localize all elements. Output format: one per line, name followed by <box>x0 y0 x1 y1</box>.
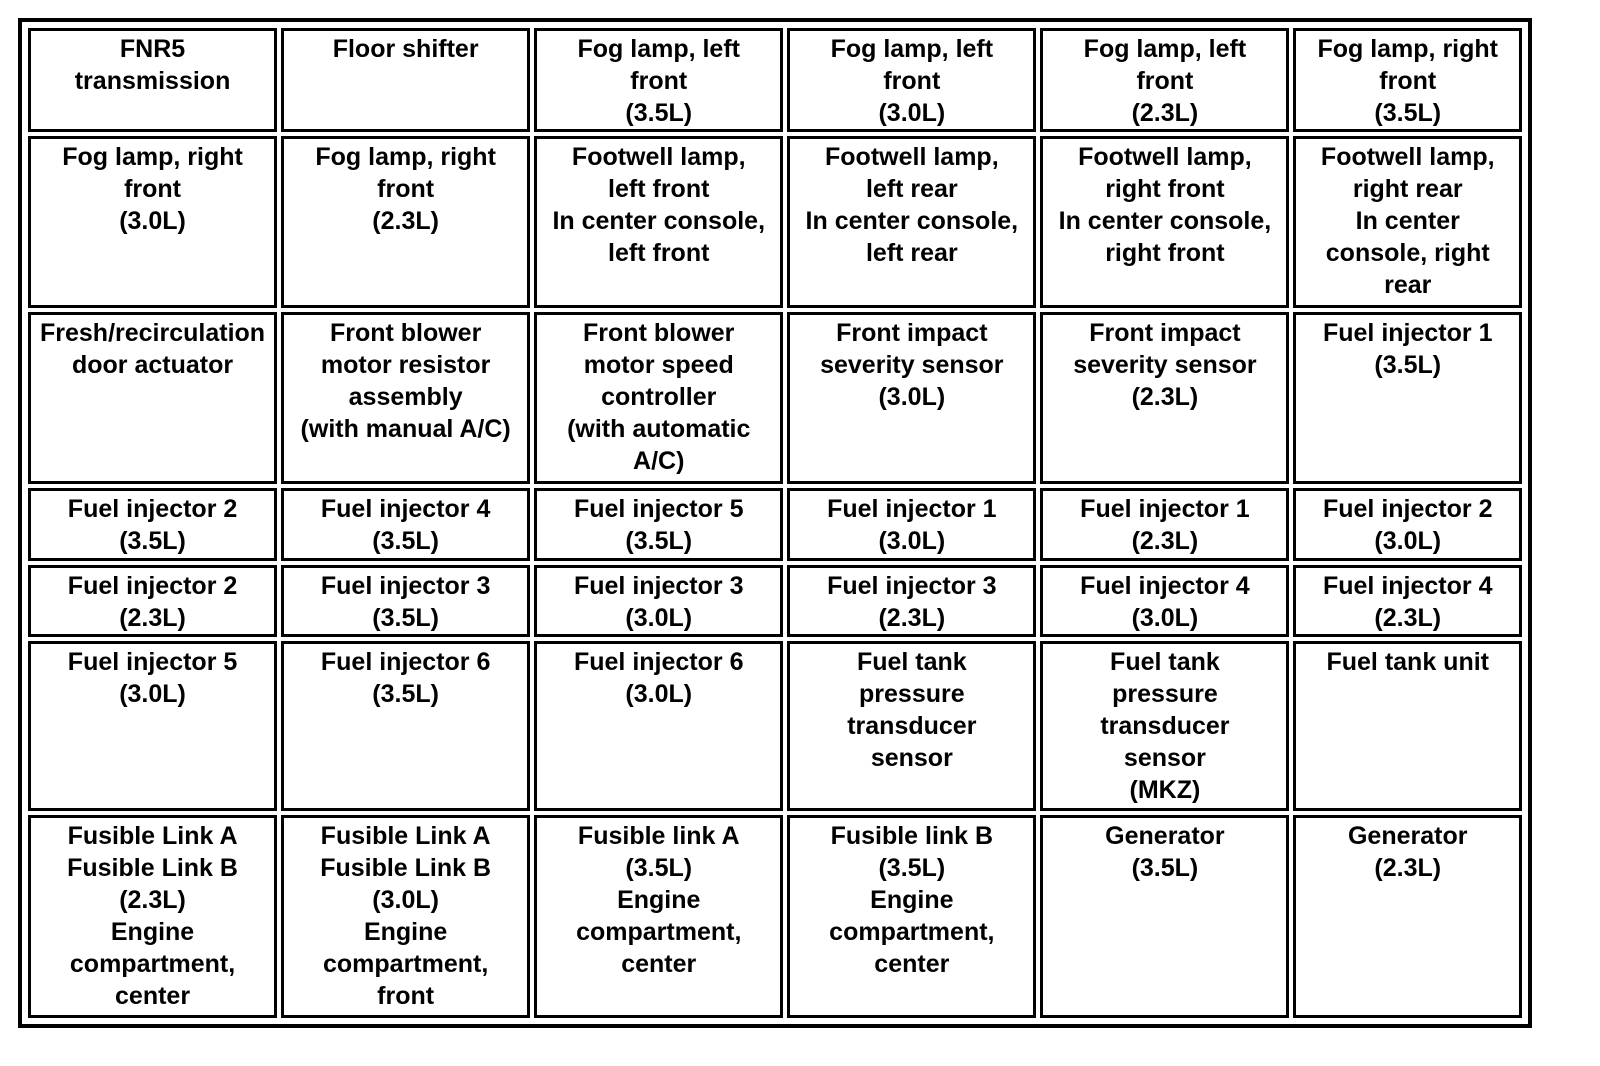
cell-text-line: In center console, <box>805 207 1019 236</box>
cell-text-line: Fuel injector 5 <box>573 495 744 524</box>
component-location-table <box>24 24 1526 1022</box>
cell-text-line: front <box>377 175 435 204</box>
cell-text-line: A/C) <box>633 446 685 475</box>
cell-text-line: left front <box>608 175 710 204</box>
cell-text-line: console, right <box>1325 239 1490 268</box>
cell-text-line: Fuel injector 4 <box>1322 571 1493 600</box>
cell-text-line: In center console, <box>552 207 766 236</box>
cell-text-line: Fresh/recirculation <box>40 318 266 347</box>
table-cell <box>534 312 783 485</box>
cell-text-line: assembly <box>348 382 463 411</box>
table-cell <box>1293 565 1522 637</box>
table-cell <box>534 815 783 1018</box>
cell-text-line: (3.5L) <box>1374 350 1442 379</box>
cell-text-line: front <box>1136 67 1194 95</box>
cell-text-line: Fog lamp, left <box>577 35 740 63</box>
cell-text-line: severity sensor <box>820 350 1004 379</box>
cell-text-line: Fuel injector 1 <box>1080 495 1250 524</box>
cell-text-line: Footwell lamp, <box>825 143 999 172</box>
cell-text-line: Engine <box>617 886 701 915</box>
cell-text-line: Generator <box>1105 822 1225 851</box>
cell-text-line: compartment, <box>576 918 742 947</box>
table-cell <box>281 815 530 1018</box>
cell-text-line: door actuator <box>71 350 234 379</box>
cell-text-line: In center console, <box>1058 207 1272 236</box>
table-cell <box>1040 815 1289 1018</box>
cell-text-line: center <box>874 950 950 979</box>
table-row <box>28 815 1522 1018</box>
cell-text-line: right rear <box>1352 175 1463 204</box>
table-cell <box>787 136 1036 308</box>
table-row <box>28 565 1522 637</box>
cell-text-line: (3.0L) <box>625 603 693 632</box>
table-cell <box>1040 312 1289 485</box>
cell-text-line: motor speed <box>583 350 734 379</box>
cell-text-line: (2.3L) <box>119 603 186 632</box>
cell-text-line: Generator <box>1347 822 1468 851</box>
cell-text-line: Fusible link B <box>830 822 994 851</box>
cell-text-line: Fuel tank unit <box>1326 647 1489 676</box>
cell-text-line: severity sensor <box>1073 350 1257 379</box>
cell-text-line: (3.5L) <box>878 854 946 883</box>
cell-text-line: (2.3L) <box>1131 99 1199 127</box>
cell-text-line: Engine <box>110 918 195 947</box>
table-cell <box>281 565 530 637</box>
cell-text-line: Fuel injector 3 <box>573 571 744 600</box>
cell-text-line: right front <box>1105 175 1225 204</box>
table-cell <box>534 641 783 812</box>
table-cell <box>28 136 277 308</box>
cell-text-line: Footwell lamp, <box>571 143 746 172</box>
table-cell <box>1040 28 1289 132</box>
cell-text-line: left rear <box>865 239 958 268</box>
cell-text-line: front <box>1379 67 1437 95</box>
table-cell <box>1040 565 1289 637</box>
cell-text-line: Fusible Link B <box>320 854 492 883</box>
table-cell <box>534 136 783 308</box>
cell-text-line: Front blower <box>329 318 482 347</box>
cell-text-line: transducer <box>847 711 977 740</box>
cell-text-line: compartment, <box>322 950 489 979</box>
cell-text-line: (2.3L) <box>1131 527 1199 556</box>
cell-text-line: Fuel injector 1 <box>1322 318 1493 347</box>
cell-text-line: (2.3L) <box>1374 603 1442 632</box>
component-location-table-frame <box>18 18 1532 1028</box>
table-row <box>28 28 1522 132</box>
table-cell <box>281 136 530 308</box>
cell-text-line: FNR5 <box>119 35 186 63</box>
table-cell <box>1293 488 1522 560</box>
table-cell <box>1040 641 1289 812</box>
table-cell <box>534 28 783 132</box>
table-cell <box>281 28 530 132</box>
table-cell <box>787 28 1036 132</box>
table-cell <box>28 488 277 560</box>
cell-text-line: Fuel injector 4 <box>1080 571 1250 600</box>
cell-text-line: (3.0L) <box>1374 527 1442 556</box>
cell-text-line: Engine <box>363 918 448 947</box>
cell-text-line: Fuel tank <box>856 647 967 676</box>
cell-text-line: (MKZ) <box>1129 775 1201 804</box>
table-row <box>28 641 1522 812</box>
cell-text-line: Fuel tank <box>1110 647 1220 676</box>
cell-text-line: Fusible link A <box>577 822 740 851</box>
cell-text-line: Fuel injector 3 <box>827 571 997 600</box>
cell-text-line: (2.3L) <box>372 207 439 236</box>
cell-text-line: Fog lamp, left <box>830 35 994 63</box>
cell-text-line: (3.5L) <box>625 854 693 883</box>
table-cell <box>787 488 1036 560</box>
table-cell <box>281 488 530 560</box>
cell-text-line: Fuel injector 1 <box>827 495 997 524</box>
cell-text-line: Fusible Link A <box>320 822 491 851</box>
cell-text-line: Fusible Link B <box>67 854 238 883</box>
table-cell <box>534 565 783 637</box>
table-cell <box>787 815 1036 1018</box>
cell-text-line: (3.0L) <box>119 207 186 236</box>
cell-text-line: Front impact <box>1089 318 1241 347</box>
cell-text-line: Fuel injector 2 <box>67 571 238 600</box>
cell-text-line: transducer <box>1100 711 1230 740</box>
cell-text-line: Fuel injector 4 <box>320 495 491 524</box>
table-cell <box>1040 136 1289 308</box>
cell-text-line: controller <box>601 382 717 411</box>
table-row <box>28 488 1522 560</box>
cell-text-line: Fuel injector 2 <box>67 495 238 524</box>
cell-text-line: Footwell lamp, <box>1320 143 1495 172</box>
cell-text-line: transmission <box>74 67 231 95</box>
table-cell <box>1293 28 1522 132</box>
cell-text-line: Fuel injector 6 <box>320 647 491 676</box>
table-cell <box>787 565 1036 637</box>
cell-text-line: front <box>377 982 435 1011</box>
cell-text-line: Fuel injector 5 <box>67 647 238 676</box>
cell-text-line: Front blower <box>583 318 735 347</box>
cell-text-line: Fog lamp, right <box>315 143 496 172</box>
cell-text-line: (3.5L) <box>1131 854 1199 883</box>
table-cell <box>281 641 530 812</box>
cell-text-line: front <box>883 67 941 95</box>
table-cell <box>1293 136 1522 308</box>
cell-text-line: center <box>621 950 697 979</box>
cell-text-line: (3.5L) <box>625 527 693 556</box>
table-cell <box>787 312 1036 485</box>
cell-text-line: (3.5L) <box>372 603 439 632</box>
cell-text-line: Front impact <box>836 318 988 347</box>
cell-text-line: (2.3L) <box>878 603 946 632</box>
cell-text-line: (3.0L) <box>878 382 946 411</box>
table-cell <box>28 815 277 1018</box>
cell-text-line: Fusible Link A <box>67 822 238 851</box>
cell-text-line: compartment, <box>829 918 995 947</box>
cell-text-line: (3.0L) <box>1131 603 1199 632</box>
cell-text-line: compartment, <box>69 950 236 979</box>
cell-text-line: (2.3L) <box>119 886 186 915</box>
table-cell <box>281 312 530 485</box>
cell-text-line: (3.0L) <box>878 99 946 127</box>
table-row <box>28 312 1522 485</box>
cell-text-line: Footwell lamp, <box>1078 143 1252 172</box>
cell-text-line: pressure <box>1112 679 1218 708</box>
table-cell <box>1293 641 1522 812</box>
cell-text-line: left front <box>608 239 710 268</box>
table-cell <box>28 28 277 132</box>
cell-text-line: (3.0L) <box>372 886 439 915</box>
cell-text-line: (3.0L) <box>119 679 186 708</box>
cell-text-line: (with automatic <box>567 414 751 443</box>
cell-text-line: center <box>115 982 191 1011</box>
cell-text-line: In center <box>1355 207 1460 236</box>
cell-text-line: Fuel injector 6 <box>573 647 744 676</box>
cell-text-line: Fog lamp, right <box>62 143 243 172</box>
cell-text-line: motor resistor <box>320 350 491 379</box>
cell-text-line: front <box>630 67 688 95</box>
cell-text-line: (with manual A/C) <box>300 414 511 443</box>
cell-text-line: (2.3L) <box>1131 382 1199 411</box>
cell-text-line: Fuel injector 2 <box>1322 495 1493 524</box>
cell-text-line: left rear <box>865 175 958 204</box>
table-cell <box>1293 312 1522 485</box>
cell-text-line: (3.5L) <box>119 527 186 556</box>
table-cell <box>28 312 277 485</box>
cell-text-line: (3.5L) <box>372 527 439 556</box>
cell-text-line: Fuel injector 3 <box>320 571 491 600</box>
table-cell <box>534 488 783 560</box>
cell-text-line: (3.0L) <box>625 679 693 708</box>
table-cell <box>787 641 1036 812</box>
cell-text-line: rear <box>1384 271 1432 300</box>
cell-text-line: (3.5L) <box>625 99 693 127</box>
table-cell <box>1040 488 1289 560</box>
cell-text-line: (2.3L) <box>1374 854 1442 883</box>
cell-text-line: (3.0L) <box>878 527 946 556</box>
cell-text-line: Floor shifter <box>332 35 479 63</box>
cell-text-line: sensor <box>870 743 953 772</box>
cell-text-line: (3.5L) <box>372 679 439 708</box>
cell-text-line: (3.5L) <box>1374 99 1442 127</box>
table-cell <box>28 641 277 812</box>
cell-text-line: Engine <box>870 886 954 915</box>
cell-text-line: pressure <box>859 679 965 708</box>
table-cell <box>28 565 277 637</box>
cell-text-line: front <box>124 175 181 204</box>
table-row <box>28 136 1522 308</box>
cell-text-line: sensor <box>1123 743 1206 772</box>
table-cell <box>1293 815 1522 1018</box>
cell-text-line: Fog lamp, right <box>1317 35 1498 63</box>
cell-text-line: right front <box>1105 239 1225 268</box>
cell-text-line: Fog lamp, left <box>1083 35 1247 63</box>
